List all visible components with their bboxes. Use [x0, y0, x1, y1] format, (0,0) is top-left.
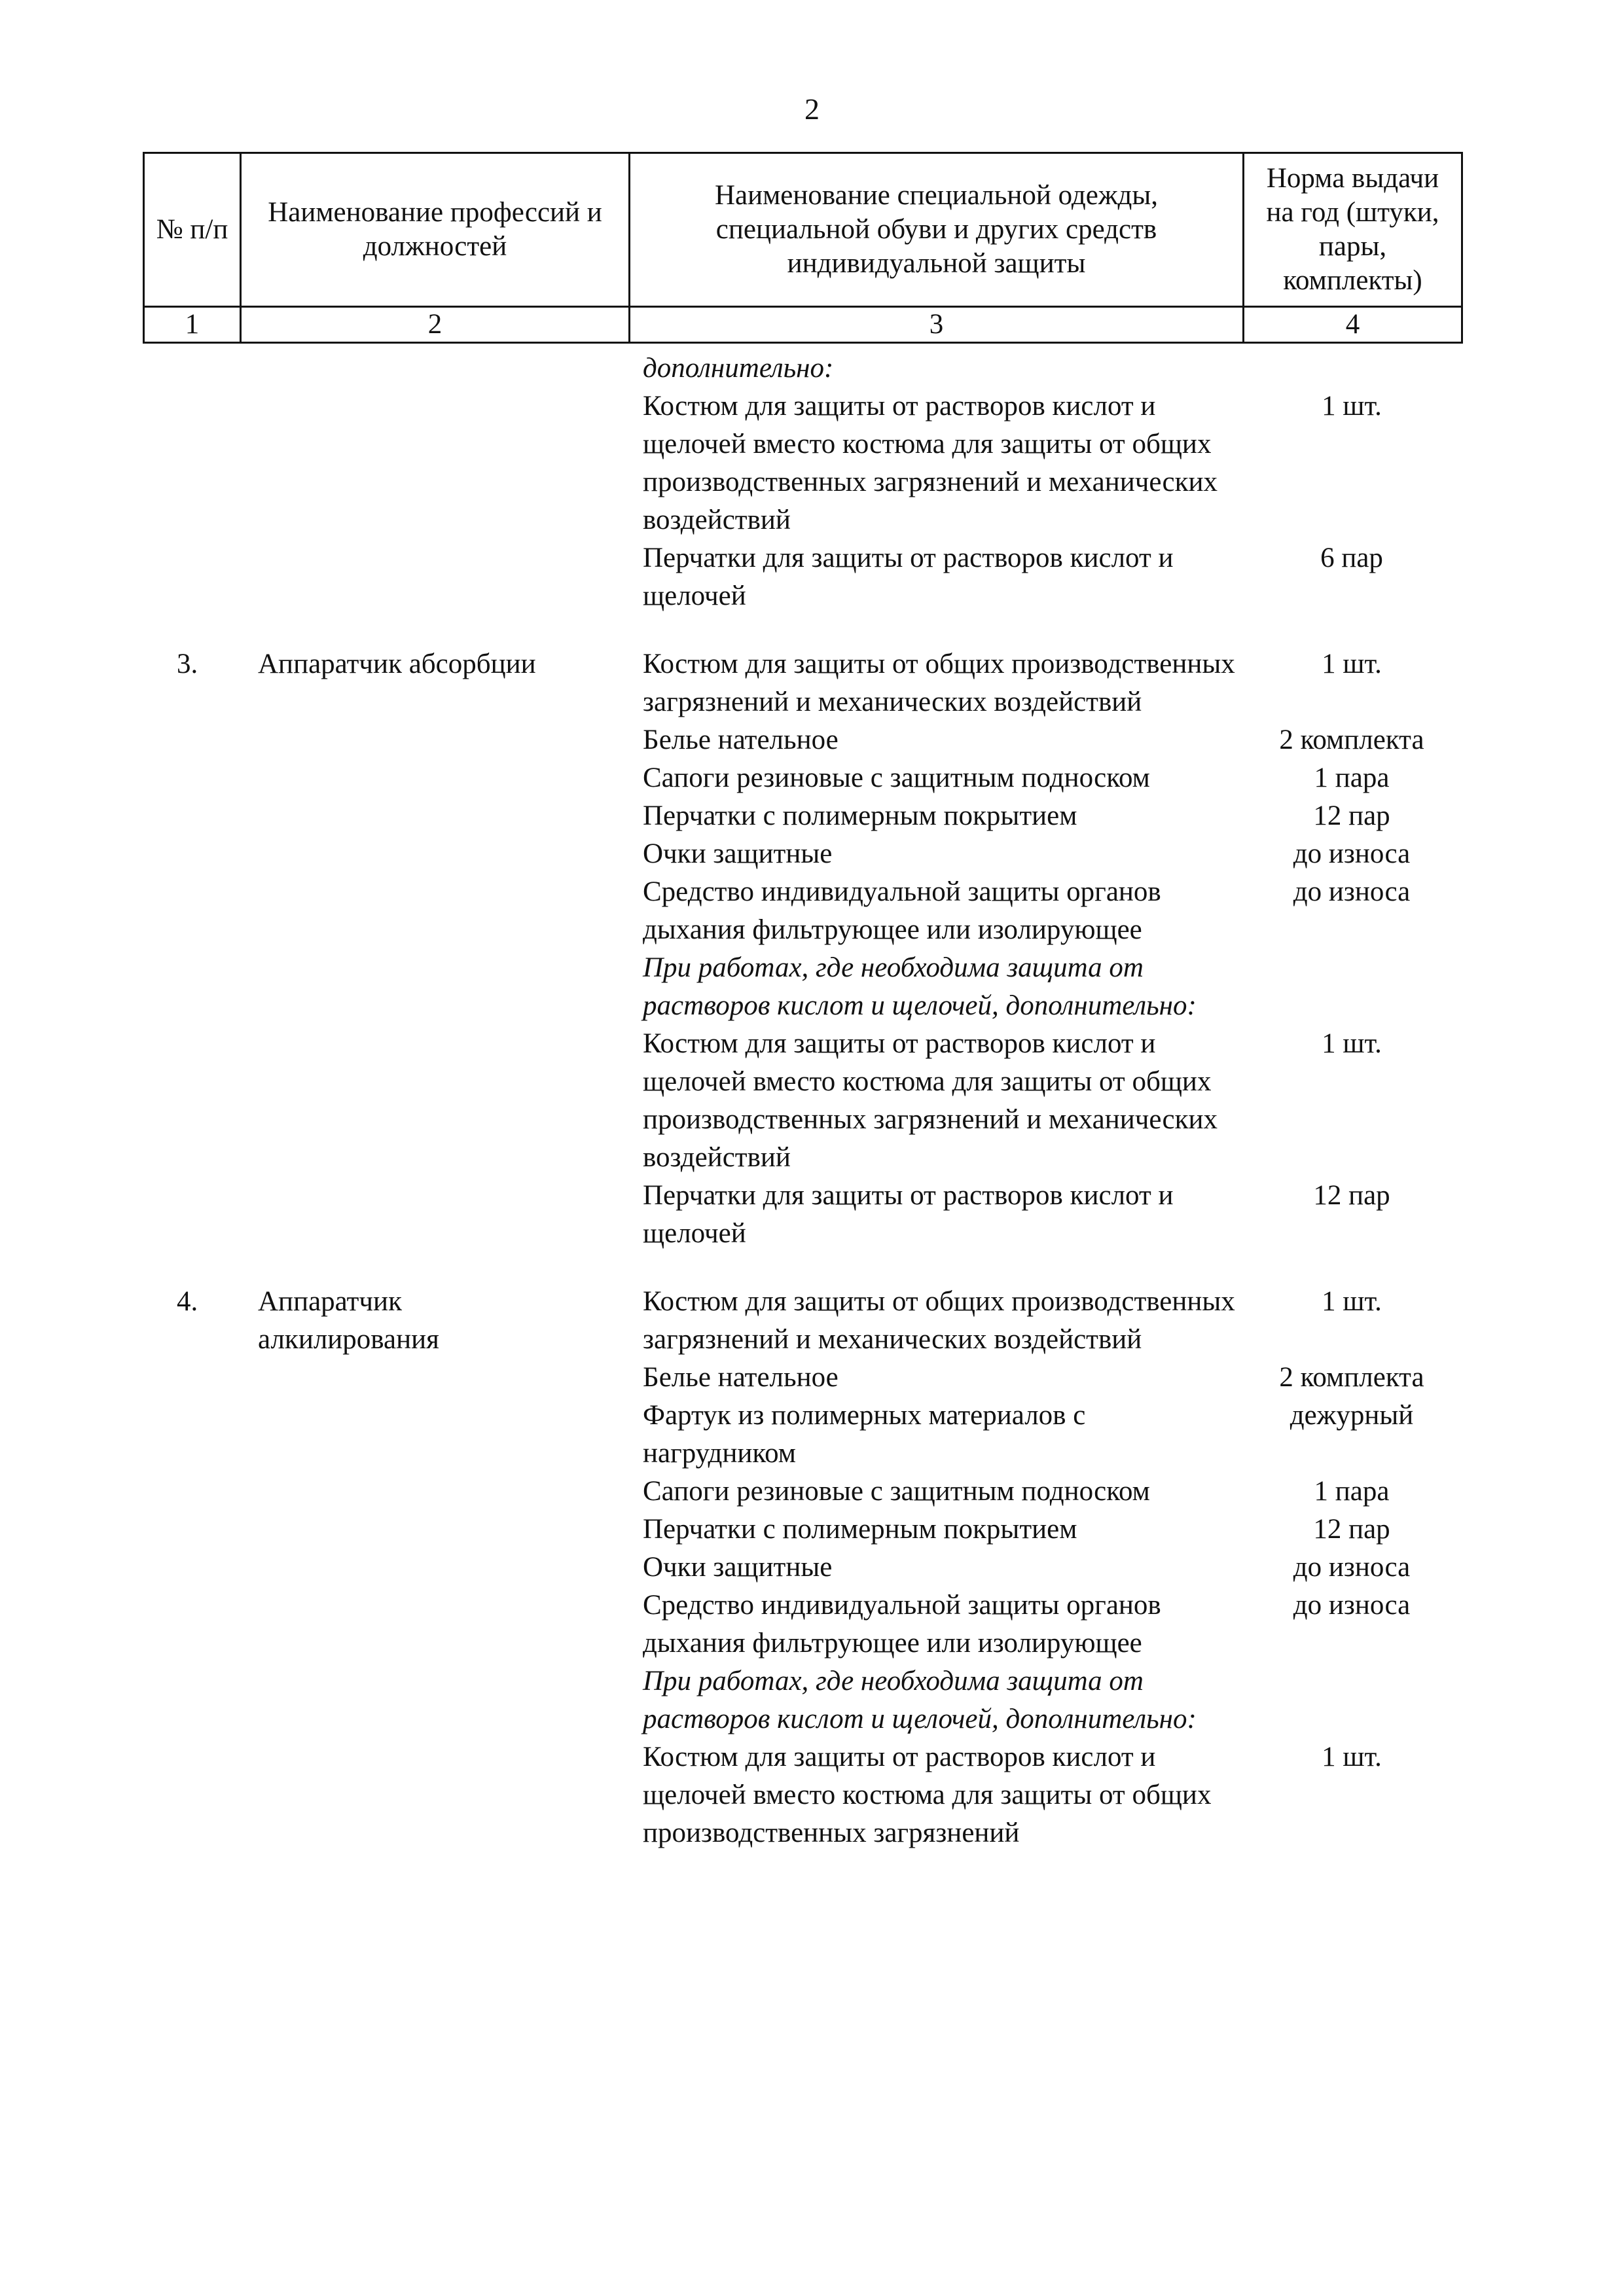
item-norm: 1 шт. — [1322, 649, 1382, 679]
table-row — [628, 387, 1461, 539]
item-text: Белье нательное — [643, 725, 839, 755]
page-number: 2 — [804, 92, 820, 126]
item-norm: до износа — [1293, 876, 1411, 907]
table-row — [628, 1587, 1461, 1662]
item-norm: 1 шт. — [1322, 391, 1382, 422]
item-text: Сапоги резиновые с защитным подноском — [643, 1476, 1150, 1507]
item-text: Сапоги резиновые с защитным подноском — [643, 762, 1150, 793]
item-norm — [1242, 350, 1461, 387]
table-body — [143, 350, 1461, 1852]
item-norm: 1 шт. — [1322, 1742, 1382, 1772]
table-row — [628, 1177, 1461, 1253]
item-text: Фартук из полимерных материалов с нагрудником — [643, 1400, 1086, 1469]
item-norm: 1 шт. — [1322, 1286, 1382, 1317]
table-row — [628, 350, 1461, 387]
table-row — [628, 873, 1461, 949]
item-norm: 2 комплекта — [1279, 1362, 1424, 1393]
section-number: 3. — [177, 649, 198, 679]
section-row — [143, 1283, 1461, 1852]
item-norm: 12 пар — [1313, 1180, 1390, 1211]
item-norm: 1 пара — [1314, 762, 1390, 793]
item-text: Костюм для защиты от общих производственных загрязнений и механических воздействий — [643, 649, 1235, 717]
item-text: Перчатки с полимерным покрытием — [643, 800, 1077, 831]
table-header — [143, 152, 1463, 344]
table-row — [628, 1662, 1461, 1738]
item-text: Перчатки с полимерным покрытием — [643, 1514, 1077, 1545]
section-number: 4. — [177, 1286, 198, 1317]
table-row — [628, 1738, 1461, 1852]
item-text: Белье нательное — [643, 1362, 839, 1393]
table-row — [628, 1359, 1461, 1397]
item-norm — [1242, 1662, 1461, 1738]
item-text: Костюм для защиты от растворов кислот и щелочей вместо костюма для защиты от общих производственных загрязнений и механических воздействий — [643, 391, 1218, 535]
header-col-index: 1 — [144, 307, 241, 343]
table-row — [628, 1549, 1461, 1587]
table-row — [628, 1025, 1461, 1177]
header-col-index: 3 — [630, 307, 1244, 343]
item-norm: 1 пара — [1314, 1476, 1390, 1507]
table-row — [628, 797, 1461, 835]
table-row — [628, 949, 1461, 1025]
item-norm: до износа — [1293, 838, 1411, 869]
item-norm: до износа — [1293, 1552, 1411, 1583]
header-col-index: 4 — [1244, 307, 1462, 343]
item-norm: 6 пар — [1320, 543, 1383, 573]
item-text: При работах, где необходима защита от растворов кислот и щелочей, дополнительно: — [643, 952, 1197, 1021]
item-norm: 2 комплекта — [1279, 725, 1424, 755]
item-text: Перчатки для защиты от растворов кислот и щелочей — [643, 1180, 1174, 1249]
item-norm: 12 пар — [1313, 800, 1390, 831]
item-text: Очки защитные — [643, 838, 833, 869]
table-row — [628, 721, 1461, 759]
table-row — [628, 1283, 1461, 1359]
profession-name: Аппаратчик алкилирования — [258, 1286, 439, 1355]
item-text: Средство индивидуальной защиты органов дыхания фильтрующее или изолирующее — [643, 1590, 1161, 1659]
section-row — [143, 645, 1461, 1253]
table-row — [628, 835, 1461, 873]
table-row — [628, 1511, 1461, 1549]
item-norm: 1 шт. — [1322, 1028, 1382, 1059]
header-number: № п/п — [144, 153, 241, 307]
profession-name: Аппаратчик абсорбции — [258, 649, 536, 679]
table-row — [628, 539, 1461, 615]
item-norm: до износа — [1293, 1590, 1411, 1621]
header-equipment: Наименование специальной одежды, специальной обуви и других средств индивидуальной защиты — [630, 153, 1244, 307]
item-text: Костюм для защиты от общих производственных загрязнений и механических воздействий — [643, 1286, 1235, 1355]
item-norm: 12 пар — [1313, 1514, 1390, 1545]
table-row — [628, 1397, 1461, 1473]
item-text: дополнительно: — [643, 353, 834, 384]
item-text: Перчатки для защиты от растворов кислот и щелочей — [643, 543, 1174, 611]
item-text: Средство индивидуальной защиты органов дыхания фильтрующее или изолирующее — [643, 876, 1161, 945]
item-text: Костюм для защиты от растворов кислот и щелочей вместо костюма для защиты от общих производственных загрязнений — [643, 1742, 1212, 1848]
header-col-index: 2 — [241, 307, 630, 343]
item-norm: дежурный — [1290, 1400, 1414, 1431]
table-row — [628, 645, 1461, 721]
header-profession: Наименование профессий и должностей — [241, 153, 630, 307]
table-row — [628, 1473, 1461, 1511]
item-norm — [1242, 949, 1461, 1025]
item-text: Костюм для защиты от растворов кислот и щелочей вместо костюма для защиты от общих производственных загрязнений и механических воздействий — [643, 1028, 1218, 1173]
table-row — [628, 759, 1461, 797]
header-norm: Норма выдачи на год (штуки, пары, комплекты) — [1244, 153, 1462, 307]
continuation-block — [143, 350, 1461, 615]
item-text: Очки защитные — [643, 1552, 833, 1583]
item-text: При работах, где необходима защита от растворов кислот и щелочей, дополнительно: — [643, 1666, 1197, 1734]
